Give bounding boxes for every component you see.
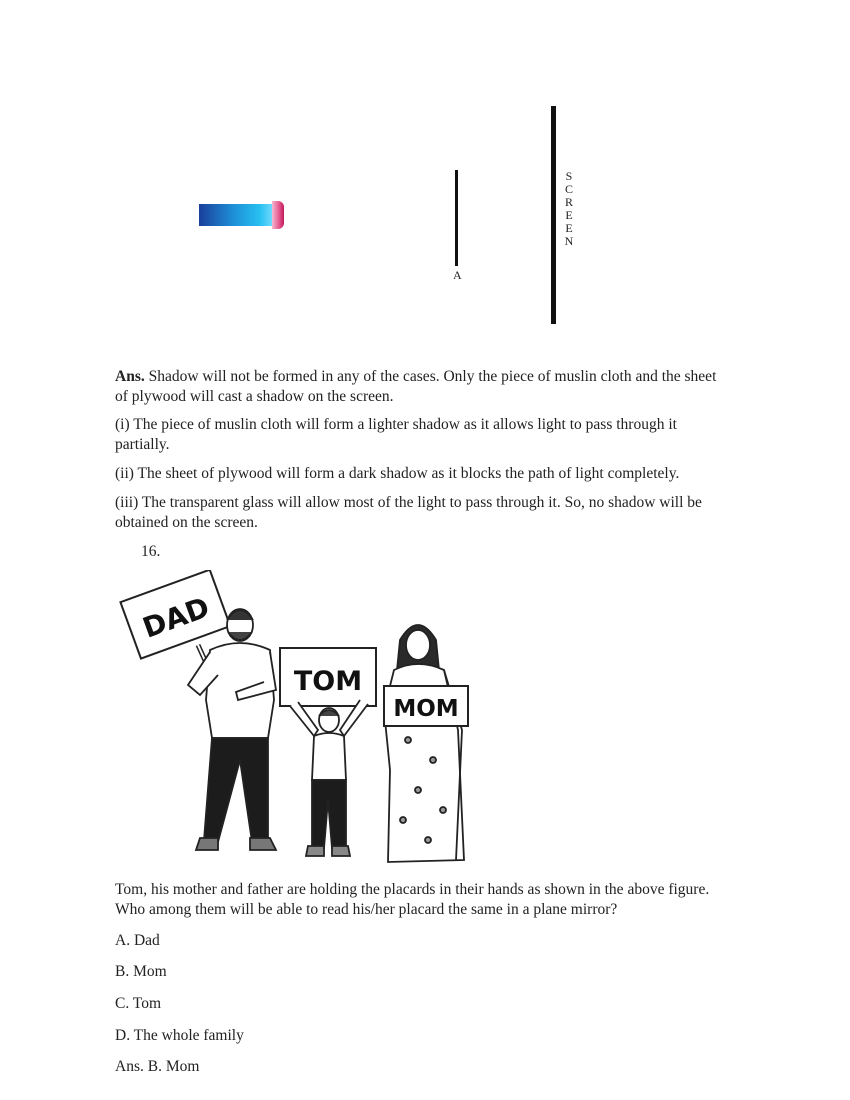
answer-15-intro <box>115 367 730 407</box>
screen-letter: C <box>564 182 573 196</box>
answer-15-point-3: (iii) The transparent glass will allow most of the light to pass through it. So, no shadow will be obtained on the screen. <box>115 494 702 531</box>
option-c: C. Tom <box>115 995 162 1012</box>
answer-prefix: Ans. <box>115 368 145 385</box>
screen-label <box>562 170 576 248</box>
dad-figure <box>188 609 276 850</box>
shadow-diagram <box>0 0 850 340</box>
object-a-label: A <box>453 268 462 282</box>
screen-letter: N <box>564 234 574 248</box>
dad-placard-text: DAD <box>138 590 214 645</box>
screen-letter: R <box>564 195 573 209</box>
tom-placard-text: TOM <box>293 666 363 697</box>
question-16-answer: Ans. B. Mom <box>115 1058 200 1075</box>
answer-15-point-2: (ii) The sheet of plywood will form a dark shadow as it blocks the path of light completely. <box>115 465 680 482</box>
question-16-number: 16. <box>141 543 161 560</box>
mom-figure <box>384 625 464 862</box>
mom-placard <box>384 686 468 726</box>
screen-letter: S <box>565 169 573 183</box>
family-illustration <box>118 570 488 870</box>
answer-text: Shadow will not be formed in any of the cases. Only the piece of muslin cloth and the sheet of plywood will cast a shadow on the screen. <box>115 368 717 405</box>
torch-body <box>199 204 275 226</box>
screen-letter: E <box>565 221 573 235</box>
option-b: B. Mom <box>115 963 167 980</box>
screen-letter: E <box>565 208 573 222</box>
torch-lamp <box>272 201 284 229</box>
screen-line <box>551 106 556 324</box>
object-a-line <box>455 170 458 266</box>
answer-15-point-1: (i) The piece of muslin cloth will form a lighter shadow as it allows light to pass through it partially. <box>115 416 677 453</box>
option-a: A. Dad <box>115 932 160 949</box>
tom-figure <box>290 700 368 856</box>
option-d: D. The whole family <box>115 1027 244 1044</box>
question-16-text: Tom, his mother and father are holding the placards in their hands as shown in the above figure. Who among them will be able to read his/her placard the same in a plane mirror? <box>115 881 710 918</box>
mom-placard-text: MOM <box>393 696 459 722</box>
tom-placard <box>280 648 376 706</box>
